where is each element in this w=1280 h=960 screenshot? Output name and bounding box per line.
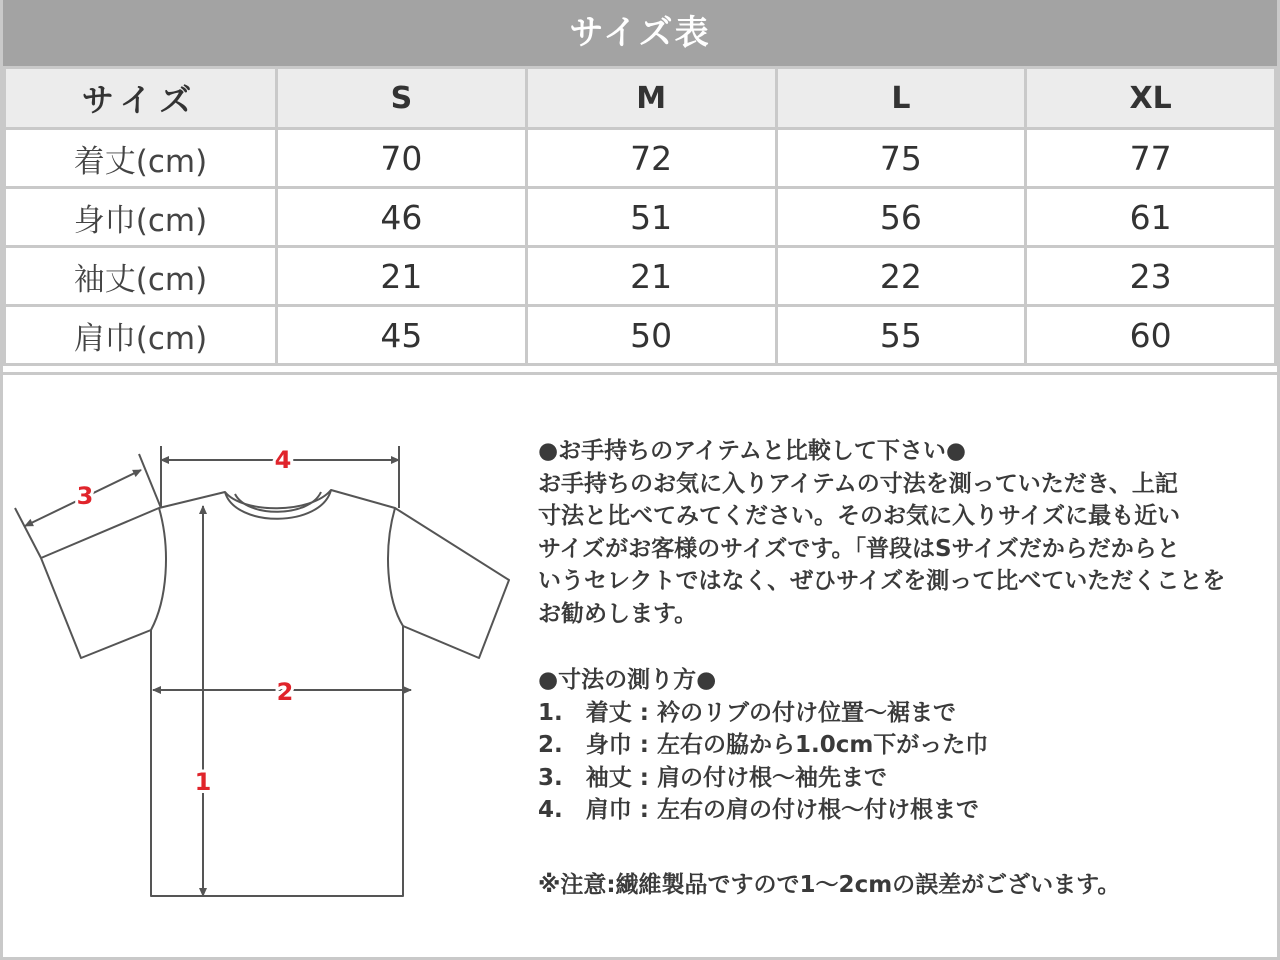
- compare-line: いうセレクトではなく、ぜひサイズを測って比べていただくことを: [538, 568, 1226, 594]
- size-guide-text: [538, 435, 1258, 901]
- table-cell: 46: [277, 188, 527, 247]
- table-cell: 50: [526, 306, 776, 365]
- section-divider: [3, 372, 1277, 375]
- table-cell: 21: [526, 247, 776, 306]
- table-cell: 45: [277, 306, 527, 365]
- table-cell: 61: [1026, 188, 1276, 247]
- size-chart-title: サイズ表: [3, 0, 1277, 66]
- compare-line: お勧めします。: [538, 600, 698, 627]
- measure-item: 3. 袖丈 : 肩の付け根～袖先まで: [538, 764, 887, 791]
- compare-line: サイズがお客様のサイズです。｢普段はSサイズだからだからと: [538, 535, 1180, 562]
- compare-line: お手持ちのお気に入りアイテムの寸法を測っていただき、上記: [538, 470, 1178, 497]
- table-cell: 55: [776, 306, 1026, 365]
- size-table-header-row: [5, 68, 1276, 129]
- table-row: [5, 247, 1276, 306]
- size-header-s: S: [277, 68, 527, 129]
- table-cell: 56: [776, 188, 1026, 247]
- size-header-m: M: [526, 68, 776, 129]
- marker-2: 2: [276, 678, 294, 706]
- marker-1: 1: [194, 768, 212, 796]
- tshirt-outline: [41, 490, 509, 896]
- marker-4: 4: [274, 446, 292, 474]
- tshirt-diagram: [11, 430, 531, 920]
- table-row: [5, 306, 1276, 365]
- table-cell: 75: [776, 129, 1026, 188]
- measure-item: 1. 着丈 : 衿のリブの付け位置～裾まで: [538, 699, 956, 726]
- table-cell: 23: [1026, 247, 1276, 306]
- table-cell: 51: [526, 188, 776, 247]
- measure-lines: [15, 446, 411, 896]
- row-label-shoulder: 肩巾(cm): [5, 306, 277, 365]
- row-label-length: 着丈(cm): [5, 129, 277, 188]
- table-cell: 77: [1026, 129, 1276, 188]
- size-header-l: L: [776, 68, 1026, 129]
- measure-item: 4. 肩巾 : 左右の肩の付け根～付け根まで: [538, 797, 979, 823]
- measure-heading: ●寸法の測り方●: [538, 667, 717, 693]
- table-cell: 60: [1026, 306, 1276, 365]
- row-label-width: 身巾(cm): [5, 188, 277, 247]
- row-label-sleeve: 袖丈(cm): [5, 247, 277, 306]
- tolerance-note: ※注意:繊維製品ですので1～2cmの誤差がございます。: [538, 871, 1121, 898]
- compare-line: 寸法と比べてみてください。そのお気に入りサイズに最も近い: [538, 503, 1181, 529]
- compare-heading: ●お手持ちのアイテムと比較して下さい●: [538, 438, 966, 464]
- marker-3: 3: [76, 482, 94, 510]
- size-header-xl: XL: [1026, 68, 1276, 129]
- table-row: [5, 188, 1276, 247]
- measure-item: 2. 身巾 : 左右の脇から1.0cm下がった巾: [538, 732, 989, 758]
- size-header-label: サイズ: [5, 68, 277, 129]
- table-cell: 21: [277, 247, 527, 306]
- table-cell: 72: [526, 129, 776, 188]
- table-cell: 70: [277, 129, 527, 188]
- table-cell: 22: [776, 247, 1026, 306]
- table-row: [5, 129, 1276, 188]
- size-table: [3, 66, 1277, 366]
